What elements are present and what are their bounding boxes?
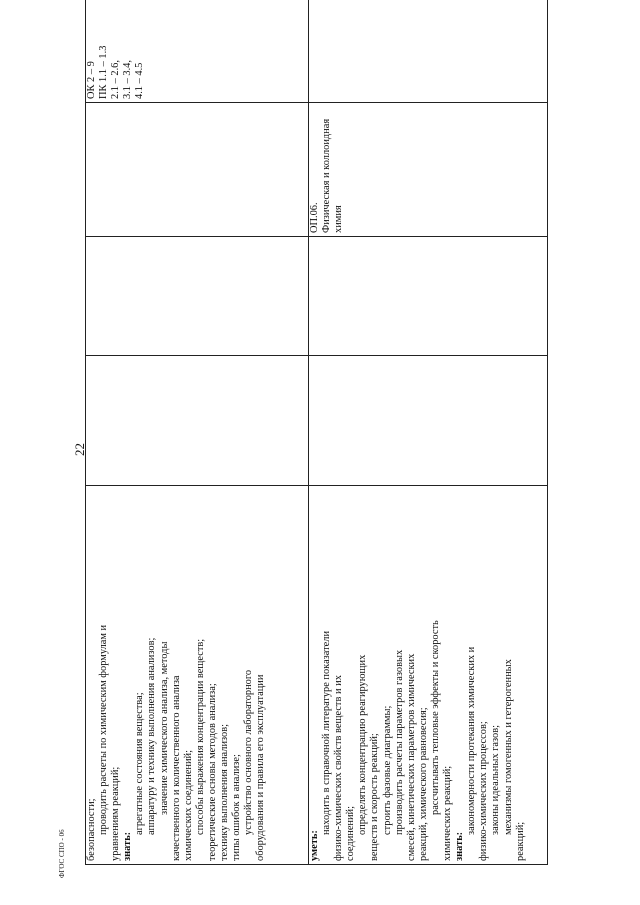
text-line: строить фазовые диаграммы; bbox=[381, 705, 393, 835]
text-line: смесей, кинетических параметров химических bbox=[405, 653, 417, 861]
discipline-code: ОП.06. bbox=[309, 202, 320, 233]
competency-line: 3.1 – 3.4, bbox=[122, 60, 134, 99]
competency-line: 2.1 – 2.6, bbox=[110, 60, 122, 99]
hours-cell bbox=[86, 356, 309, 486]
text-line: веществ и скорость реакций; bbox=[369, 733, 381, 861]
text-line: механизмы гомогенных и гетерогенных bbox=[502, 659, 514, 835]
competency-cell bbox=[309, 0, 548, 103]
text-line: уметь: bbox=[309, 830, 320, 861]
text-line: типы ошибок в анализе; bbox=[231, 754, 243, 861]
rotated-page-content bbox=[85, 30, 545, 865]
discipline-cell bbox=[86, 237, 309, 356]
text-line: определять концентрацию реагирующих bbox=[357, 654, 369, 835]
text-line: физико-химических свойств веществ и их bbox=[333, 675, 345, 861]
text-line: знать: bbox=[122, 831, 134, 861]
text-line: устройство основного лабораторного bbox=[243, 669, 255, 835]
text-line: безопасности; bbox=[86, 798, 97, 861]
text-line: реакций, химического равновесия; bbox=[417, 707, 429, 861]
text-line: производить расчеты параметров газовых bbox=[393, 649, 405, 835]
hours-cell bbox=[309, 237, 548, 356]
skills-knowledge-cell bbox=[86, 486, 309, 865]
text-line: технику выполнения анализов; bbox=[219, 723, 231, 861]
text-line: качественного и количественного анализа bbox=[170, 675, 182, 861]
text-line: химических соединений; bbox=[182, 750, 194, 861]
text-line: проводить расчеты по химическим формулам и bbox=[98, 624, 110, 835]
discipline-name-line: Физическая и коллоидная bbox=[321, 118, 333, 233]
discipline-name-cell bbox=[309, 103, 548, 237]
page-number: 22 bbox=[72, 443, 87, 456]
hours-cell bbox=[309, 356, 548, 486]
competency-line: ОК 2 – 9 bbox=[86, 61, 97, 99]
discipline-name-line: химия bbox=[333, 205, 345, 233]
skills-knowledge-cell bbox=[309, 486, 548, 865]
text-line: закономерности протекания химических и bbox=[466, 646, 478, 835]
text-line: соединений; bbox=[345, 806, 357, 861]
text-line: оборудования и правила его эксплуатации bbox=[255, 674, 267, 861]
text-line: находить в справочной литературе показатели bbox=[321, 630, 333, 835]
text-line: аппаратуру и технику выполнения анализов; bbox=[146, 637, 158, 835]
text-line: уравнениям реакций; bbox=[110, 766, 122, 861]
discipline-name-cell bbox=[86, 103, 309, 237]
text-line: агрегатные состояния вещества; bbox=[134, 692, 146, 835]
document-footer: ФГОС СПО - 06 bbox=[58, 829, 66, 878]
text-line: химических реакций; bbox=[442, 765, 454, 861]
competency-cell bbox=[86, 0, 309, 103]
curriculum-table bbox=[85, 0, 548, 865]
table-row bbox=[86, 0, 309, 865]
text-line: законы идеальных газов; bbox=[490, 724, 502, 835]
text-line: значение химического анализа, методы bbox=[158, 641, 170, 815]
competency-line: ПК 1.1 – 1.3 bbox=[98, 45, 110, 99]
text-line: знать: bbox=[454, 831, 466, 861]
text-line: теоретические основы методов анализа; bbox=[206, 683, 218, 861]
text-line: физико-химических процессов; bbox=[478, 721, 490, 861]
text-line: реакций; bbox=[514, 821, 526, 861]
text-line: способы выражения концентрации веществ; bbox=[194, 638, 206, 835]
competency-line: 4.1 – 4.5 bbox=[134, 62, 146, 99]
table-row bbox=[309, 0, 548, 865]
text-line: рассчитывать тепловые эффекты и скорость bbox=[429, 620, 441, 815]
